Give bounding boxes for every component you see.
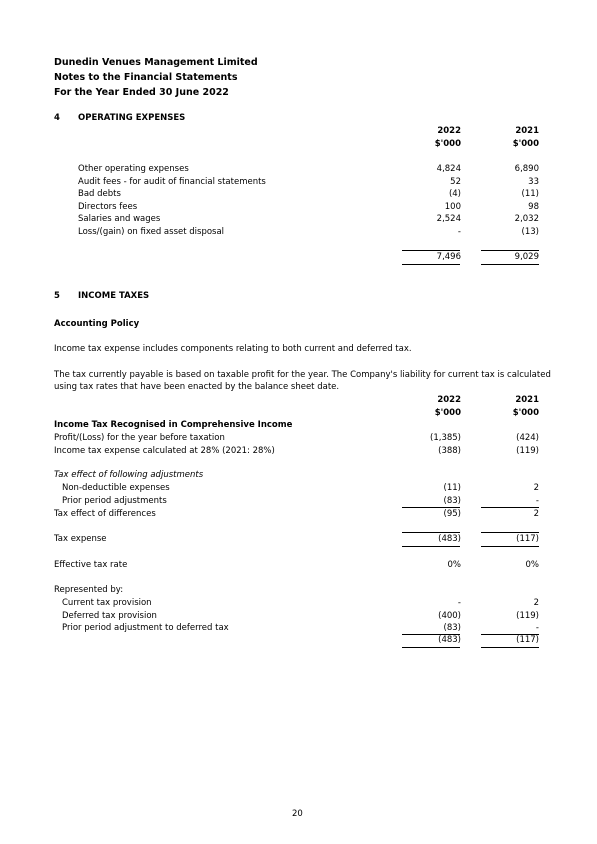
company-name: Dunedin Venues Management Limited <box>54 57 258 68</box>
row-value-2022: (95) <box>443 509 461 519</box>
unit-header-2022: $'000 <box>434 139 461 149</box>
column-header-2021: 2021 <box>515 395 539 405</box>
row-value-2022: 0% <box>447 560 461 570</box>
policy-paragraph-line: using tax rates that have been enacted by the balance sheet date. <box>54 382 340 392</box>
row-value-2021: 33 <box>528 177 539 187</box>
policy-paragraph-line: The tax currently payable is based on taxable profit for the year. The Company's liability for current tax is calculated <box>54 370 551 380</box>
total-value-2022: 7,496 <box>436 252 461 262</box>
total-underline-2021 <box>481 264 539 265</box>
column-header-2022: 2022 <box>437 395 461 405</box>
row-label: Deferred tax provision <box>62 611 157 621</box>
row-value-2022: (483) <box>438 534 461 544</box>
row-label: Effective tax rate <box>54 560 128 570</box>
row-value-2021: 2 <box>533 483 539 493</box>
row-value-2022: (1,385) <box>430 433 461 443</box>
row-label: Loss/(gain) on fixed asset disposal <box>78 227 225 237</box>
row-value-2022: (83) <box>443 623 461 633</box>
page-number: 20 <box>292 809 303 819</box>
tax-expense-rule-2021 <box>481 532 539 533</box>
section-heading: Income Tax Recognised in Comprehensive Income <box>54 420 293 430</box>
unit-header-2021: $'000 <box>512 139 539 149</box>
row-value-2021: (13) <box>521 227 539 237</box>
row-value-2022: (400) <box>438 611 461 621</box>
row-value-2022: 4,824 <box>436 164 461 174</box>
row-value-2022: (83) <box>443 496 461 506</box>
row-label: Other operating expenses <box>78 164 189 174</box>
note-title: OPERATING EXPENSES <box>78 113 186 123</box>
total-rule-2021 <box>481 250 539 251</box>
subtotal-rule-2021 <box>481 507 539 508</box>
tax-expense-underline-2021 <box>481 546 539 547</box>
row-value-2022: 52 <box>450 177 461 187</box>
row-value-2021: 6,890 <box>514 164 539 174</box>
period-title: For the Year Ended 30 June 2022 <box>54 87 229 98</box>
note-title: INCOME TAXES <box>78 291 150 301</box>
policy-heading: Accounting Policy <box>54 319 140 329</box>
row-value-2021: - <box>535 623 539 633</box>
note-number: 4 <box>54 113 60 123</box>
tax-expense-rule-2022 <box>402 532 460 533</box>
tax-expense-underline-2022 <box>402 546 460 547</box>
row-label: Non-deductible expenses <box>62 483 170 493</box>
row-value-2022: (388) <box>438 446 461 456</box>
column-header-2022: 2022 <box>437 126 461 136</box>
row-value-2022: - <box>457 598 461 608</box>
row-label: Prior period adjustment to deferred tax <box>62 623 229 633</box>
row-label: Tax expense <box>54 534 107 544</box>
unit-header-2022: $'000 <box>434 408 461 418</box>
row-value-2021: (119) <box>516 446 539 456</box>
row-value-2021: - <box>535 496 539 506</box>
final-total-2022: (483) <box>438 635 461 645</box>
row-value-2022: (11) <box>443 483 461 493</box>
row-value-2021: 0% <box>525 560 539 570</box>
total-rule-2022 <box>402 250 460 251</box>
column-header-2021: 2021 <box>515 126 539 136</box>
adjustments-heading: Tax effect of following adjustments <box>54 470 204 480</box>
total-underline-2022 <box>402 264 460 265</box>
total-value-2021: 9,029 <box>514 252 539 262</box>
note-number: 5 <box>54 291 60 301</box>
represented-by-heading: Represented by: <box>54 585 124 595</box>
row-label: Audit fees - for audit of financial statements <box>78 177 266 187</box>
unit-header-2021: $'000 <box>512 408 539 418</box>
row-value-2022: (4) <box>448 189 461 199</box>
policy-paragraph: Income tax expense includes components relating to both current and deferred tax. <box>54 344 412 354</box>
row-value-2022: 2,524 <box>436 214 461 224</box>
row-label: Income tax expense calculated at 28% (2021: 28%) <box>54 446 275 456</box>
row-value-2022: - <box>457 227 461 237</box>
row-label: Directors fees <box>78 202 138 212</box>
subtotal-rule-2022 <box>402 507 460 508</box>
final-total-underline-2021 <box>481 647 539 648</box>
row-value-2021: (119) <box>516 611 539 621</box>
final-total-2021: (117) <box>516 635 539 645</box>
row-label: Current tax provision <box>62 598 152 608</box>
row-value-2021: 2,032 <box>514 214 539 224</box>
row-value-2021: 2 <box>533 598 539 608</box>
row-label: Prior period adjustments <box>62 496 167 506</box>
row-label: Tax effect of differences <box>54 509 156 519</box>
row-value-2022: 100 <box>444 202 461 212</box>
row-label: Salaries and wages <box>78 214 161 224</box>
row-label: Bad debts <box>78 189 121 199</box>
row-label: Profit/(Loss) for the year before taxation <box>54 433 225 443</box>
row-value-2021: (117) <box>516 534 539 544</box>
row-value-2021: (424) <box>516 433 539 443</box>
final-total-underline-2022 <box>402 647 460 648</box>
row-value-2021: 2 <box>533 509 539 519</box>
row-value-2021: 98 <box>528 202 539 212</box>
notes-title: Notes to the Financial Statements <box>54 72 238 83</box>
row-value-2021: (11) <box>521 189 539 199</box>
